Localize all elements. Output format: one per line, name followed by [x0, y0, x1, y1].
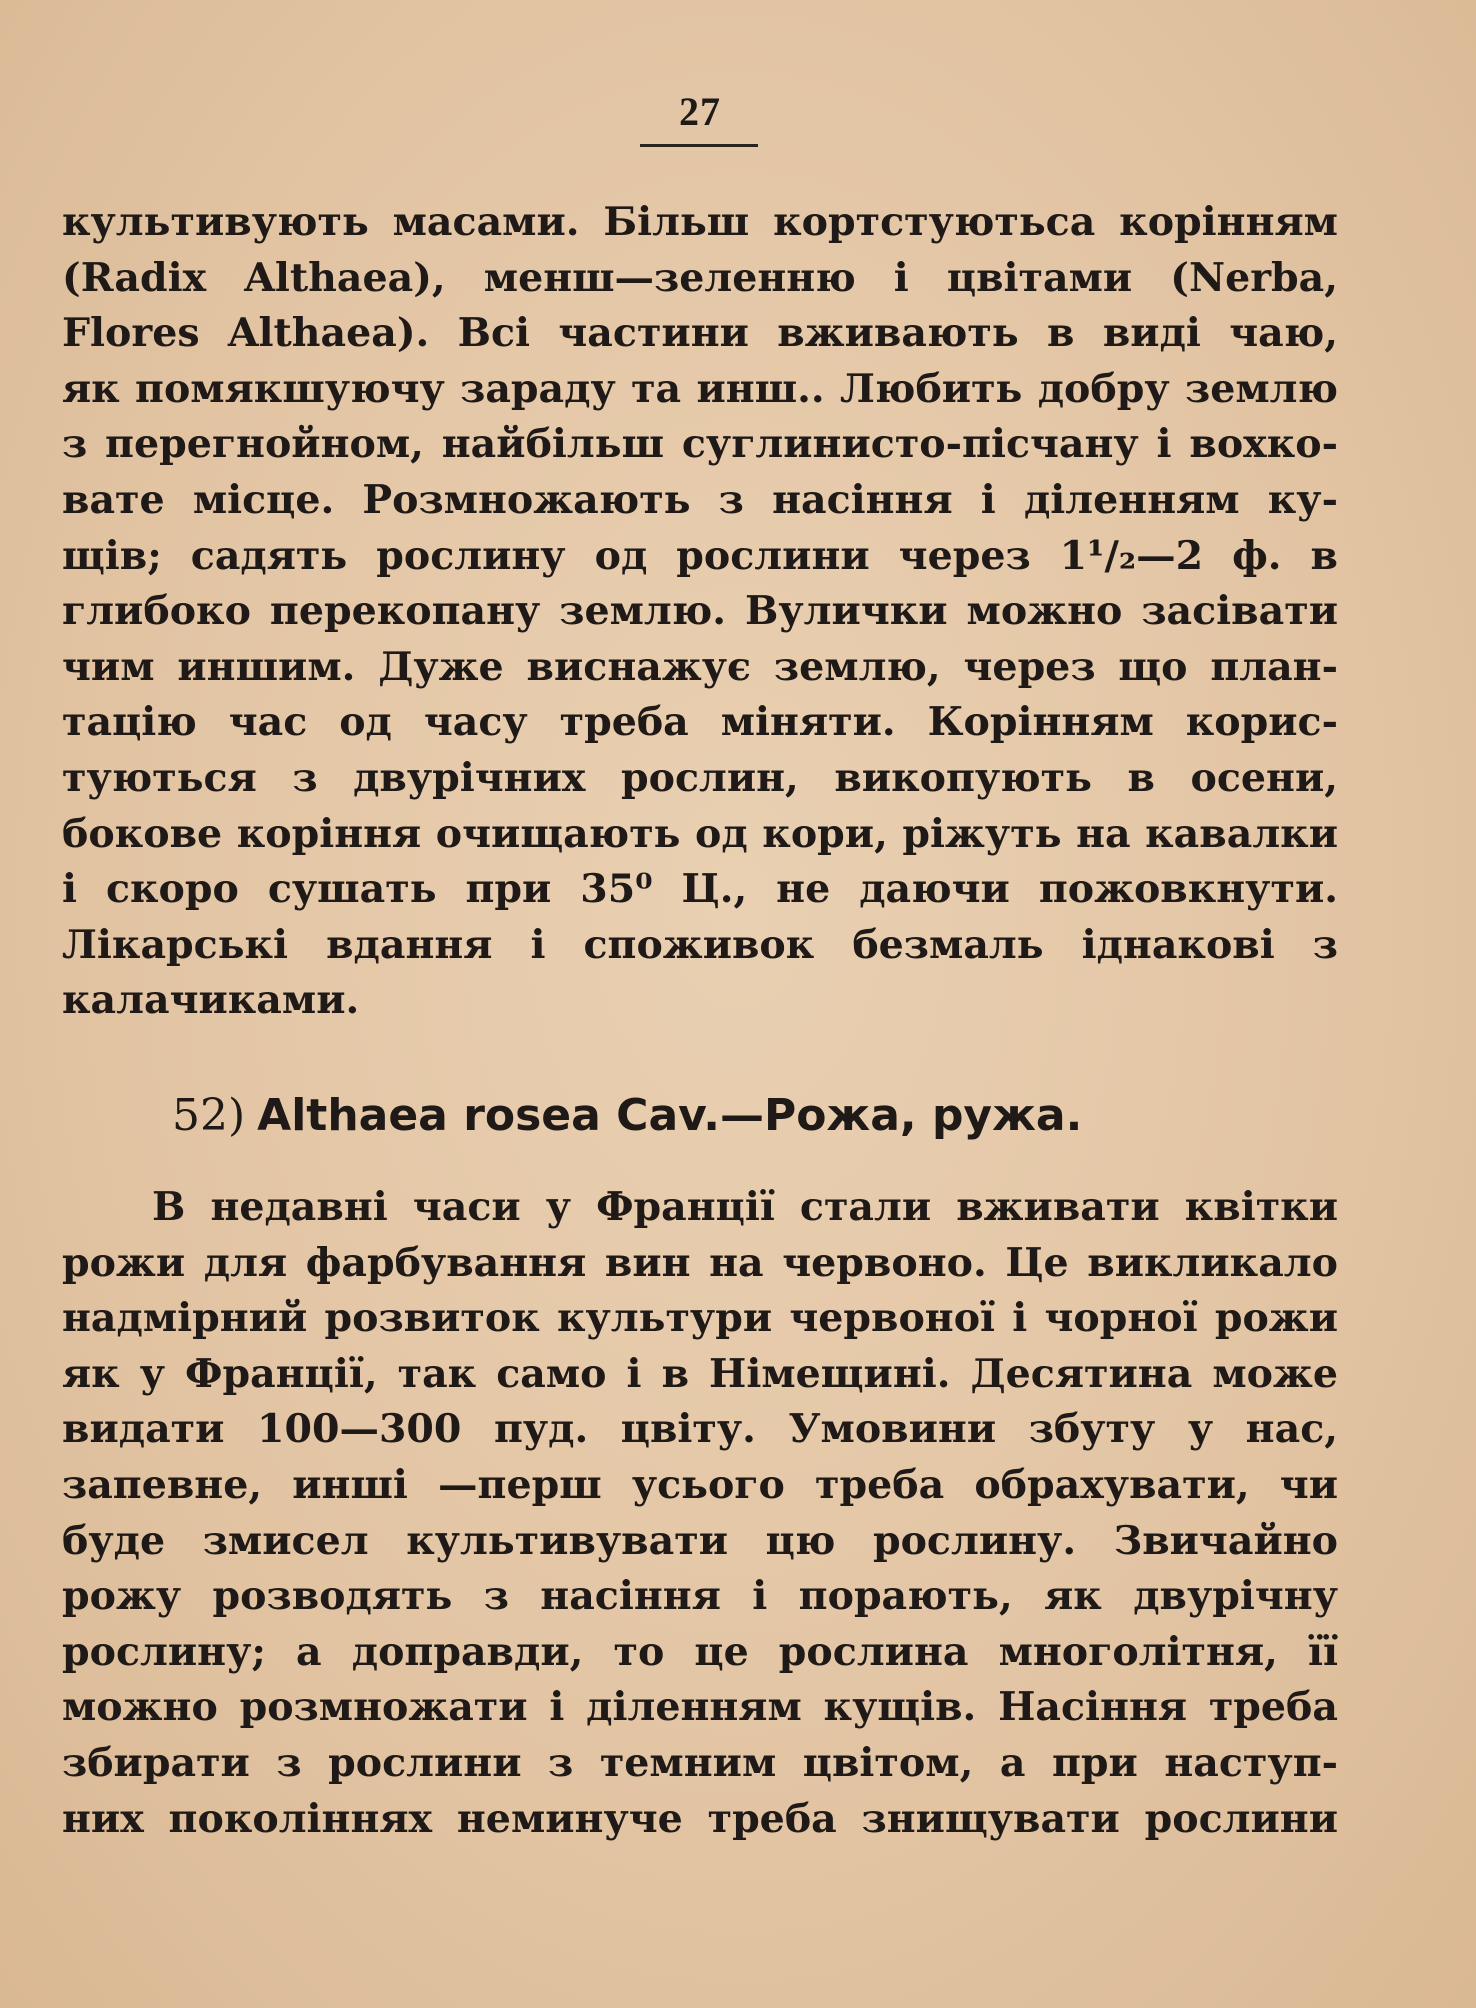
text-line: рослину; а доправди, то це рослина многолітня, її: [62, 1628, 1338, 1675]
book-page: [62, 0, 1338, 2008]
text-line: чим иншим. Дуже виснажує землю, через що план-: [62, 643, 1338, 690]
text-line: з перегнойном, найбільш суглинисто-пісчану і вохко-: [62, 421, 1338, 468]
text-line: них поколіннях неминуче треба знищувати рослини: [62, 1795, 1338, 1842]
text-line: бокове коріння очищають од кори, ріжуть на кавалки: [62, 810, 1338, 857]
section-title: Althaea rosea Cav.—Рожа, ружа.: [257, 1090, 1083, 1141]
page-number: 27: [679, 89, 721, 134]
text-line: видати 100—300 пуд. цвіту. Умовини збуту у нас,: [62, 1406, 1338, 1453]
section-heading: [172, 1088, 1082, 1144]
text-line: як у Франції, так само і в Німещині. Десятина може: [62, 1350, 1338, 1397]
text-line: В недавні часи у Франції стали вживати квітки: [152, 1184, 1338, 1230]
text-line: Flores Althaea). Всі частини вживають в виді чаю,: [62, 310, 1338, 357]
text-line: щів; садять рослину од рослини через 1¹/₂—2 ф. в: [62, 532, 1338, 579]
text-line: надмірний розвиток культури червоної і чорної рожи: [62, 1295, 1338, 1342]
text-line: Лікарські вдання і споживок безмаль іднакові з: [62, 921, 1338, 968]
text-line: запевне, инші —перш усього треба обрахувати, чи: [62, 1461, 1338, 1508]
text-line: (Radix Althaea), менш—зеленню і цвітами (Nerba,: [62, 254, 1338, 301]
text-line: рожи для фарбування вин на червоно. Це викликало: [62, 1239, 1338, 1286]
paragraph-althaea-rosea: [62, 1180, 1338, 1847]
text-line: вате місце. Розмножають з насіння і діленням ку-: [62, 476, 1338, 523]
page-number-rule: [640, 144, 758, 147]
text-line: глибоко перекопану землю. Вулички можно засівати: [62, 588, 1338, 635]
text-line: збирати з рослини з темним цвітом, а при наступ-: [62, 1739, 1338, 1786]
section-number: 52): [172, 1090, 246, 1141]
text-line: буде змисел культивувати цю рослину. Звичайно: [62, 1517, 1338, 1564]
text-line: рожу розводять з насіння і порають, як двурічну: [62, 1573, 1338, 1620]
text-line: як помякшуючу зараду та инш.. Любить добру землю: [62, 365, 1338, 412]
text-line: культивують масами. Більш кортстуютьса корінням: [62, 199, 1338, 245]
text-line: тацію час од часу треба міняти. Корінням корис-: [62, 699, 1338, 746]
paragraph-continued: [62, 195, 1338, 1029]
text-line: і скоро сушать при 35⁰ Ц., не даючи пожовкнути.: [62, 866, 1338, 913]
text-line: туються з двурічних рослин, викопують в осени,: [62, 754, 1338, 801]
text-line: калачиками.: [62, 977, 360, 1024]
text-line: можно розмножати і діленням кущів. Насіння треба: [62, 1684, 1338, 1731]
